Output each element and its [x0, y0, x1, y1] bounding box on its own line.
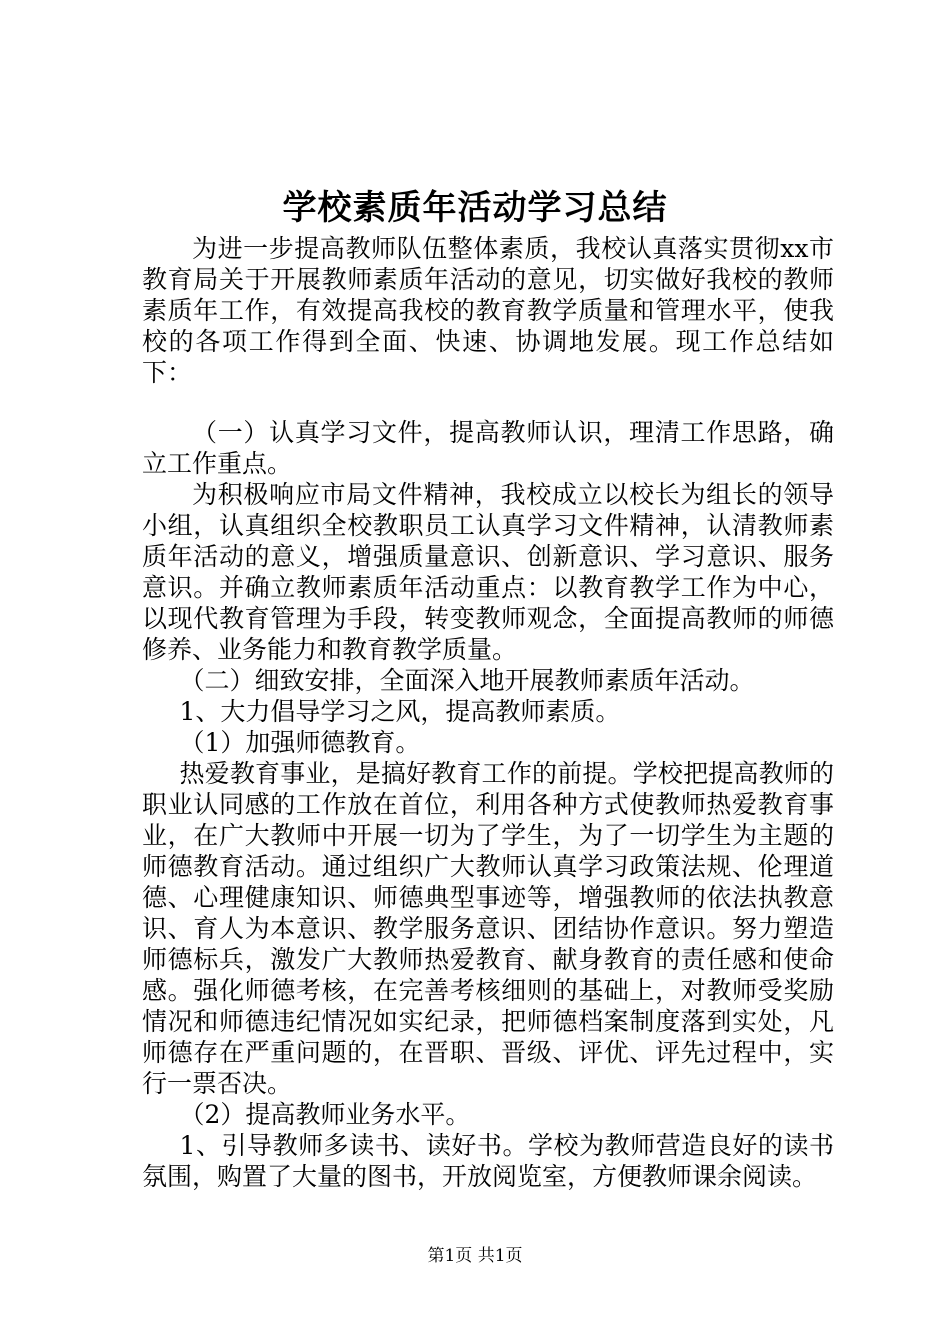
paragraph-ethics: 热爱教育事业，是搞好教育工作的前提。学校把提高教师的职业认同感的工作放在首位，利用各种方式使教师热爱教育事业，在广大教师中开展一切为了学生，为了一切学生为主题的师德教育活动。通过组织广大教师认真学习政策法规、伦理道德、心理健康知识、师德典型事迹等，增强教师的依法执教意识、育人为本意识、教学服务意识、团结协作意识。努力塑造师德标兵，激发广大教师热爱教育、献身教育的责任感和使命感。强化师德考核，在完善考核细则的基础上，对教师受奖励情况和师德违纪情况如实纪录，把师德档案制度落到实处，凡师德存在严重问题的，在晋职、晋级、评优、评先过程中，实行一票否决。 [142, 759, 834, 1098]
document-body [142, 233, 834, 1192]
page-footer: 第1页 共1页 [427, 1246, 523, 1266]
paragraph-reading: 1、引导教师多读书、读好书。学校为教师营造良好的读书氛围，购置了大量的图书，开放阅览室，方便教师课余阅读。 [142, 1131, 834, 1191]
section-heading-2: （二）细致安排，全面深入地开展教师素质年活动。 [179, 666, 755, 695]
document-title: 学校素质年活动学习总结 [282, 188, 668, 228]
item-heading-1: （1）加强师德教育。 [179, 728, 421, 757]
subsection-heading-1: 1、大力倡导学习之风，提高教师素质。 [179, 697, 621, 726]
item-heading-2: （2）提高教师业务水平。 [179, 1100, 471, 1129]
section-heading-1: （一）认真学习文件，提高教师认识，理清工作思路，确立工作重点。 [142, 418, 834, 478]
paragraph-intro: 为进一步提高教师队伍整体素质，我校认真落实贯彻xx市教育局关于开展教师素质年活动的意见，切实做好我校的教师素质年工作，有效提高我校的教育教学质量和管理水平，使我校的各项工作得到全面、快速、协调地发展。现工作总结如下： [142, 234, 834, 387]
paragraph-section-1: 为积极响应市局文件精神，我校成立以校长为组长的领导小组，认真组织全校教职员工认真学习文件精神，认清教师素质年活动的意义，增强质量意识、创新意识、学习意识、服务意识。并确立教师素质年活动重点：以教育教学工作为中心，以现代教育管理为手段，转变教师观念，全面提高教师的师德修养、业务能力和教育教学质量。 [142, 480, 834, 664]
paragraph-spacer [142, 388, 834, 417]
